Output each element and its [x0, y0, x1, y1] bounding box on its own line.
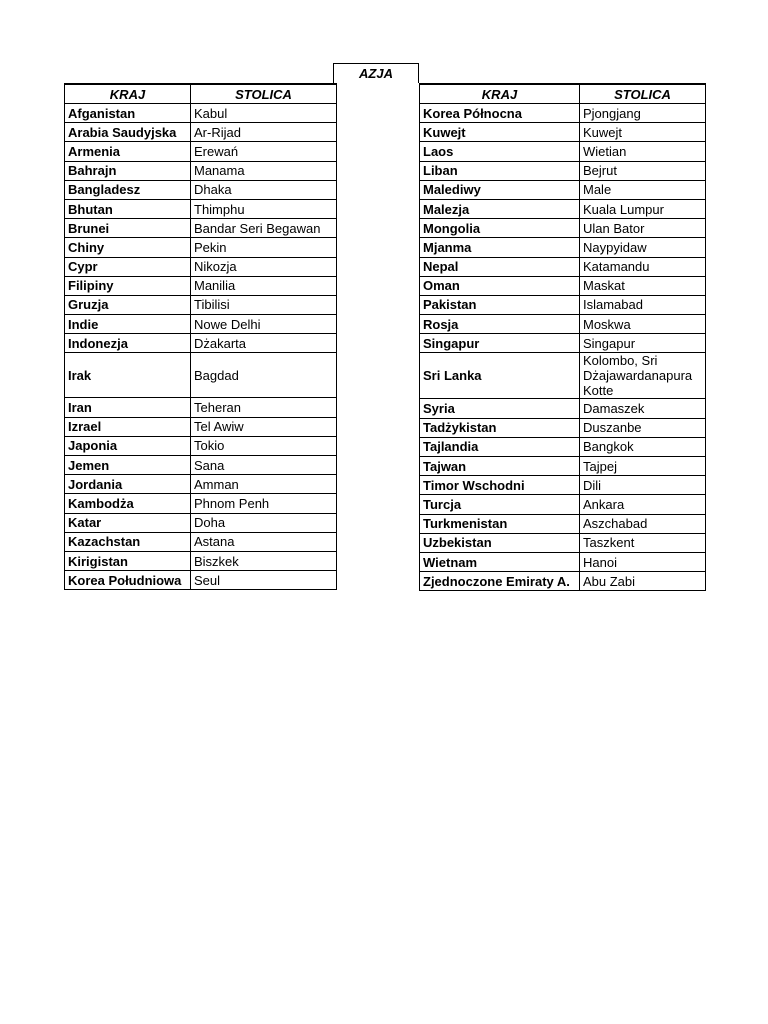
header-row: [65, 84, 337, 104]
table-row: [420, 238, 706, 257]
table-row: [65, 532, 337, 551]
capital-header: STOLICA: [580, 84, 706, 104]
country-cell: Malezja: [420, 199, 580, 218]
table-row: [65, 219, 337, 238]
capital-cell: Astana: [191, 532, 337, 551]
capital-cell: Wietian: [580, 142, 706, 161]
table-row: [420, 533, 706, 552]
table-row: [420, 142, 706, 161]
table-row: [65, 353, 337, 398]
capital-cell: Kabul: [191, 104, 337, 123]
table-row: [65, 161, 337, 180]
capital-cell: Amman: [191, 475, 337, 494]
capital-cell: Pjongjang: [580, 104, 706, 123]
continent-title: AZJA: [333, 63, 419, 83]
capital-cell: Singapur: [580, 334, 706, 353]
country-cell: Tadżykistan: [420, 418, 580, 437]
country-cell: Armenia: [65, 142, 191, 161]
capital-cell: Tel Awiw: [191, 417, 337, 436]
country-cell: Cypr: [65, 257, 191, 276]
table-row: [420, 399, 706, 418]
capital-header: STOLICA: [191, 84, 337, 104]
capital-cell: Hanoi: [580, 552, 706, 571]
capital-cell: Phnom Penh: [191, 494, 337, 513]
table-row: [420, 572, 706, 591]
country-cell: Tajwan: [420, 457, 580, 476]
country-cell: Mongolia: [420, 219, 580, 238]
country-cell: Timor Wschodni: [420, 476, 580, 495]
country-header: KRAJ: [65, 84, 191, 104]
country-cell: Bhutan: [65, 199, 191, 218]
country-cell: Liban: [420, 161, 580, 180]
capital-cell: Bangkok: [580, 437, 706, 456]
country-cell: Chiny: [65, 238, 191, 257]
capital-cell: Kuwejt: [580, 123, 706, 142]
table-row: [420, 199, 706, 218]
capital-cell: Taszkent: [580, 533, 706, 552]
country-cell: Syria: [420, 399, 580, 418]
country-cell: Kirigistan: [65, 551, 191, 570]
capital-cell: Bagdad: [191, 353, 337, 398]
table-row: [420, 276, 706, 295]
table-row: [65, 142, 337, 161]
capital-cell: Abu Zabi: [580, 572, 706, 591]
capital-cell: Male: [580, 180, 706, 199]
table-row: [65, 494, 337, 513]
country-cell: Japonia: [65, 436, 191, 455]
table-row: [420, 161, 706, 180]
capital-cell: Duszanbe: [580, 418, 706, 437]
table-row: [65, 123, 337, 142]
table-row: [65, 456, 337, 475]
table-row: [420, 476, 706, 495]
table-row: [420, 353, 706, 399]
capital-cell: Aszchabad: [580, 514, 706, 533]
country-cell: Gruzja: [65, 295, 191, 314]
table-row: [65, 315, 337, 334]
table-row: [420, 495, 706, 514]
capital-cell: Ulan Bator: [580, 219, 706, 238]
capital-cell: Dili: [580, 476, 706, 495]
capital-cell: Tibilisi: [191, 295, 337, 314]
country-cell: Iran: [65, 398, 191, 417]
capital-cell: Katamandu: [580, 257, 706, 276]
capital-cell: Tokio: [191, 436, 337, 455]
capital-cell: Damaszek: [580, 399, 706, 418]
country-cell: Katar: [65, 513, 191, 532]
capital-cell: Tajpej: [580, 457, 706, 476]
country-cell: Kuwejt: [420, 123, 580, 142]
country-cell: Filipiny: [65, 276, 191, 295]
table-row: [420, 334, 706, 353]
table-row: [420, 104, 706, 123]
country-cell: Korea Południowa: [65, 571, 191, 590]
capital-cell: Naypyidaw: [580, 238, 706, 257]
country-cell: Sri Lanka: [420, 353, 580, 399]
right-countries-table: [419, 83, 706, 591]
capital-cell: Bandar Seri Begawan: [191, 219, 337, 238]
capital-cell: Doha: [191, 513, 337, 532]
table-row: [420, 257, 706, 276]
country-cell: Uzbekistan: [420, 533, 580, 552]
table-row: [420, 437, 706, 456]
country-cell: Rosja: [420, 315, 580, 334]
table-row: [65, 276, 337, 295]
country-cell: Turkmenistan: [420, 514, 580, 533]
capital-cell: Dhaka: [191, 180, 337, 199]
country-cell: Kazachstan: [65, 532, 191, 551]
country-cell: Malediwy: [420, 180, 580, 199]
country-cell: Jemen: [65, 456, 191, 475]
capital-cell: Kuala Lumpur: [580, 199, 706, 218]
capital-cell: Manilia: [191, 276, 337, 295]
capital-cell: Ankara: [580, 495, 706, 514]
capital-cell: Dżakarta: [191, 334, 337, 353]
country-cell: Pakistan: [420, 295, 580, 314]
left-countries-table: [64, 83, 337, 590]
table-row: [420, 219, 706, 238]
country-cell: Laos: [420, 142, 580, 161]
capital-cell: Sana: [191, 456, 337, 475]
capital-cell: Manama: [191, 161, 337, 180]
table-row: [420, 180, 706, 199]
country-cell: Nepal: [420, 257, 580, 276]
table-row: [65, 238, 337, 257]
capital-cell: Teheran: [191, 398, 337, 417]
country-cell: Singapur: [420, 334, 580, 353]
country-cell: Zjednoczone Emiraty A.: [420, 572, 580, 591]
table-row: [65, 199, 337, 218]
country-cell: Jordania: [65, 475, 191, 494]
table-row: [420, 418, 706, 437]
country-cell: Wietnam: [420, 552, 580, 571]
table-row: [65, 436, 337, 455]
country-cell: Indonezja: [65, 334, 191, 353]
country-cell: Izrael: [65, 417, 191, 436]
table-row: [65, 295, 337, 314]
table-row: [65, 180, 337, 199]
capital-cell: Biszkek: [191, 551, 337, 570]
capital-cell: Nikozja: [191, 257, 337, 276]
capital-cell: Seul: [191, 571, 337, 590]
table-row: [65, 551, 337, 570]
capital-cell: Ar-Rijad: [191, 123, 337, 142]
country-cell: Brunei: [65, 219, 191, 238]
country-header: KRAJ: [420, 84, 580, 104]
table-row: [65, 104, 337, 123]
country-cell: Bahrajn: [65, 161, 191, 180]
country-cell: Oman: [420, 276, 580, 295]
country-cell: Kambodża: [65, 494, 191, 513]
country-cell: Bangladesz: [65, 180, 191, 199]
country-cell: Irak: [65, 353, 191, 398]
table-row: [420, 514, 706, 533]
country-cell: Indie: [65, 315, 191, 334]
country-cell: Mjanma: [420, 238, 580, 257]
table-row: [65, 571, 337, 590]
header-row: [420, 84, 706, 104]
country-cell: Korea Północna: [420, 104, 580, 123]
table-row: [65, 475, 337, 494]
country-cell: Afganistan: [65, 104, 191, 123]
capital-cell: Thimphu: [191, 199, 337, 218]
capital-cell: Bejrut: [580, 161, 706, 180]
country-cell: Turcja: [420, 495, 580, 514]
capital-cell: Nowe Delhi: [191, 315, 337, 334]
capital-cell: Moskwa: [580, 315, 706, 334]
table-row: [65, 257, 337, 276]
capital-cell: Islamabad: [580, 295, 706, 314]
table-row: [65, 417, 337, 436]
table-row: [420, 123, 706, 142]
capital-cell: Erewań: [191, 142, 337, 161]
capital-cell: Maskat: [580, 276, 706, 295]
table-row: [420, 552, 706, 571]
capital-cell: Pekin: [191, 238, 337, 257]
country-cell: Tajlandia: [420, 437, 580, 456]
table-row: [65, 513, 337, 532]
table-row: [420, 457, 706, 476]
table-row: [420, 315, 706, 334]
country-cell: Arabia Saudyjska: [65, 123, 191, 142]
table-row: [65, 334, 337, 353]
capital-cell: Kolombo, Sri Dżajawardanapura Kotte: [580, 353, 706, 399]
table-row: [420, 295, 706, 314]
table-row: [65, 398, 337, 417]
